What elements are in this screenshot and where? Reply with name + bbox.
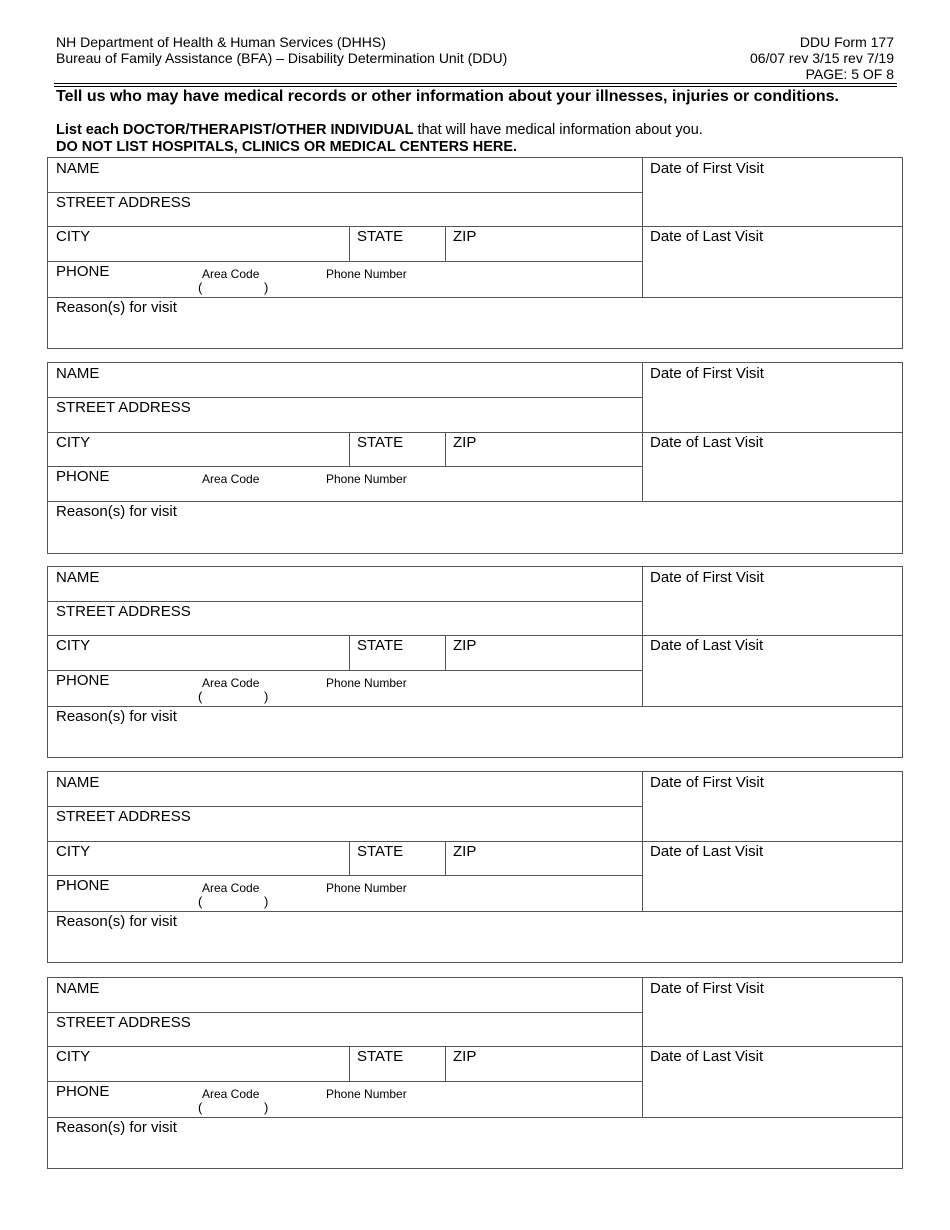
reason-label: Reason(s) for visit	[56, 913, 177, 930]
city-label: CITY	[56, 228, 91, 245]
zip-field[interactable]	[445, 1046, 642, 1081]
area-code-label: Area Code	[202, 881, 260, 895]
name-field[interactable]	[48, 567, 642, 601]
state-field[interactable]	[349, 432, 445, 466]
phone-number-label: Phone Number	[326, 472, 407, 486]
provider-block-5	[47, 977, 903, 1169]
city-field[interactable]	[48, 432, 349, 466]
last-visit-date-field[interactable]	[642, 226, 903, 297]
instruction-heading: Tell us who may have medical records or other information about your illnesses, injuries or conditions.	[56, 88, 839, 105]
last-visit-date-field[interactable]	[642, 635, 903, 706]
zip-field[interactable]	[445, 841, 642, 875]
city-label: CITY	[56, 1048, 91, 1065]
zip-field[interactable]	[445, 432, 642, 466]
provider-block-4	[47, 771, 903, 963]
provider-block-1	[47, 157, 903, 349]
state-label: STATE	[357, 434, 404, 451]
reason-for-visit-field[interactable]	[48, 297, 903, 348]
phone-number-label: Phone Number	[326, 881, 407, 895]
street-address-field[interactable]	[48, 192, 642, 226]
area-code-label: Area Code	[202, 472, 260, 486]
form-meta	[750, 34, 894, 82]
last-visit-label: Date of Last Visit	[650, 228, 764, 245]
reason-label: Reason(s) for visit	[56, 1119, 177, 1136]
phone-label: PHONE	[56, 672, 110, 689]
phone-label: PHONE	[56, 877, 110, 894]
area-code-close-paren: )	[264, 689, 269, 704]
street-address-label: STREET ADDRESS	[56, 1014, 191, 1031]
first-visit-date-field[interactable]	[642, 978, 903, 1046]
first-visit-date-field[interactable]	[642, 772, 903, 841]
last-visit-date-field[interactable]	[642, 841, 903, 911]
phone-field[interactable]	[48, 875, 642, 911]
phone-number-label: Phone Number	[326, 676, 407, 690]
zip-label: ZIP	[453, 434, 477, 451]
last-visit-date-field[interactable]	[642, 432, 903, 501]
phone-label: PHONE	[56, 1083, 110, 1100]
street-address-label: STREET ADDRESS	[56, 399, 191, 416]
reason-label: Reason(s) for visit	[56, 299, 177, 316]
phone-field[interactable]	[48, 261, 642, 297]
name-label: NAME	[56, 365, 100, 382]
street-address-field[interactable]	[48, 397, 642, 432]
city-field[interactable]	[48, 1046, 349, 1081]
street-address-label: STREET ADDRESS	[56, 603, 191, 620]
form-revision: 06/07 rev 3/15 rev 7/19	[750, 50, 894, 66]
list-instructions	[56, 122, 703, 156]
city-field[interactable]	[48, 226, 349, 261]
phone-label: PHONE	[56, 468, 110, 485]
first-visit-date-field[interactable]	[642, 363, 903, 432]
zip-field[interactable]	[445, 226, 642, 261]
area-code-close-paren: )	[264, 280, 269, 295]
agency-line-2: Bureau of Family Assistance (BFA) – Disability Determination Unit (DDU)	[56, 50, 508, 66]
area-code-label: Area Code	[202, 1087, 260, 1101]
reason-for-visit-field[interactable]	[48, 501, 903, 553]
last-visit-label: Date of Last Visit	[650, 843, 764, 860]
state-label: STATE	[357, 637, 404, 654]
phone-label: PHONE	[56, 263, 110, 280]
phone-number-label: Phone Number	[326, 1087, 407, 1101]
street-address-label: STREET ADDRESS	[56, 194, 191, 211]
area-code-label: Area Code	[202, 676, 260, 690]
area-code-open-paren: (	[198, 280, 203, 295]
area-code-open-paren: (	[198, 689, 203, 704]
street-address-field[interactable]	[48, 806, 642, 841]
last-visit-date-field[interactable]	[642, 1046, 903, 1117]
provider-block-3	[47, 566, 903, 758]
first-visit-label: Date of First Visit	[650, 980, 764, 997]
name-label: NAME	[56, 980, 100, 997]
city-field[interactable]	[48, 635, 349, 670]
header-divider	[54, 83, 897, 84]
city-label: CITY	[56, 434, 91, 451]
state-label: STATE	[357, 228, 404, 245]
area-code-close-paren: )	[264, 1100, 269, 1115]
first-visit-label: Date of First Visit	[650, 160, 764, 177]
state-field[interactable]	[349, 226, 445, 261]
first-visit-label: Date of First Visit	[650, 365, 764, 382]
street-address-field[interactable]	[48, 601, 642, 635]
city-label: CITY	[56, 843, 91, 860]
agency-header	[56, 34, 507, 66]
first-visit-date-field[interactable]	[642, 158, 903, 226]
last-visit-label: Date of Last Visit	[650, 1048, 764, 1065]
street-address-field[interactable]	[48, 1012, 642, 1046]
first-visit-date-field[interactable]	[642, 567, 903, 635]
first-visit-label: Date of First Visit	[650, 569, 764, 586]
zip-label: ZIP	[453, 843, 477, 860]
form-id: DDU Form 177	[799, 34, 894, 50]
reason-for-visit-field[interactable]	[48, 1117, 903, 1168]
state-label: STATE	[357, 843, 404, 860]
agency-line-1: NH Department of Health & Human Services (DHHS)	[56, 34, 386, 50]
provider-block-2	[47, 362, 903, 554]
list-instruction-rest: that will have medical information about you.	[413, 122, 703, 138]
area-code-open-paren: (	[198, 1100, 203, 1115]
reason-for-visit-field[interactable]	[48, 706, 903, 757]
zip-label: ZIP	[453, 637, 477, 654]
name-label: NAME	[56, 569, 100, 586]
exclude-instruction: DO NOT LIST HOSPITALS, CLINICS OR MEDICAL CENTERS HERE.	[56, 139, 518, 155]
header-divider-2	[54, 86, 897, 87]
city-field[interactable]	[48, 841, 349, 875]
state-label: STATE	[357, 1048, 404, 1065]
area-code-label: Area Code	[202, 267, 260, 281]
name-label: NAME	[56, 774, 100, 791]
phone-number-label: Phone Number	[326, 267, 407, 281]
state-field[interactable]	[349, 841, 445, 875]
zip-field[interactable]	[445, 635, 642, 670]
state-field[interactable]	[349, 1046, 445, 1081]
city-label: CITY	[56, 637, 91, 654]
reason-label: Reason(s) for visit	[56, 708, 177, 725]
name-label: NAME	[56, 160, 100, 177]
last-visit-label: Date of Last Visit	[650, 434, 764, 451]
first-visit-label: Date of First Visit	[650, 774, 764, 791]
reason-label: Reason(s) for visit	[56, 503, 177, 520]
street-address-label: STREET ADDRESS	[56, 808, 191, 825]
name-field[interactable]	[48, 978, 642, 1012]
area-code-open-paren: (	[198, 894, 203, 909]
reason-for-visit-field[interactable]	[48, 911, 903, 962]
state-field[interactable]	[349, 635, 445, 670]
last-visit-label: Date of Last Visit	[650, 637, 764, 654]
phone-field[interactable]	[48, 1081, 642, 1117]
zip-label: ZIP	[453, 228, 477, 245]
list-instruction-bold: List each DOCTOR/THERAPIST/OTHER INDIVIDUAL	[56, 122, 414, 138]
name-field[interactable]	[48, 158, 642, 192]
phone-field[interactable]	[48, 466, 642, 501]
phone-field[interactable]	[48, 670, 642, 706]
name-field[interactable]	[48, 772, 642, 806]
area-code-close-paren: )	[264, 894, 269, 909]
zip-label: ZIP	[453, 1048, 477, 1065]
page-number: PAGE: 5 OF 8	[805, 66, 894, 82]
name-field[interactable]	[48, 363, 642, 397]
